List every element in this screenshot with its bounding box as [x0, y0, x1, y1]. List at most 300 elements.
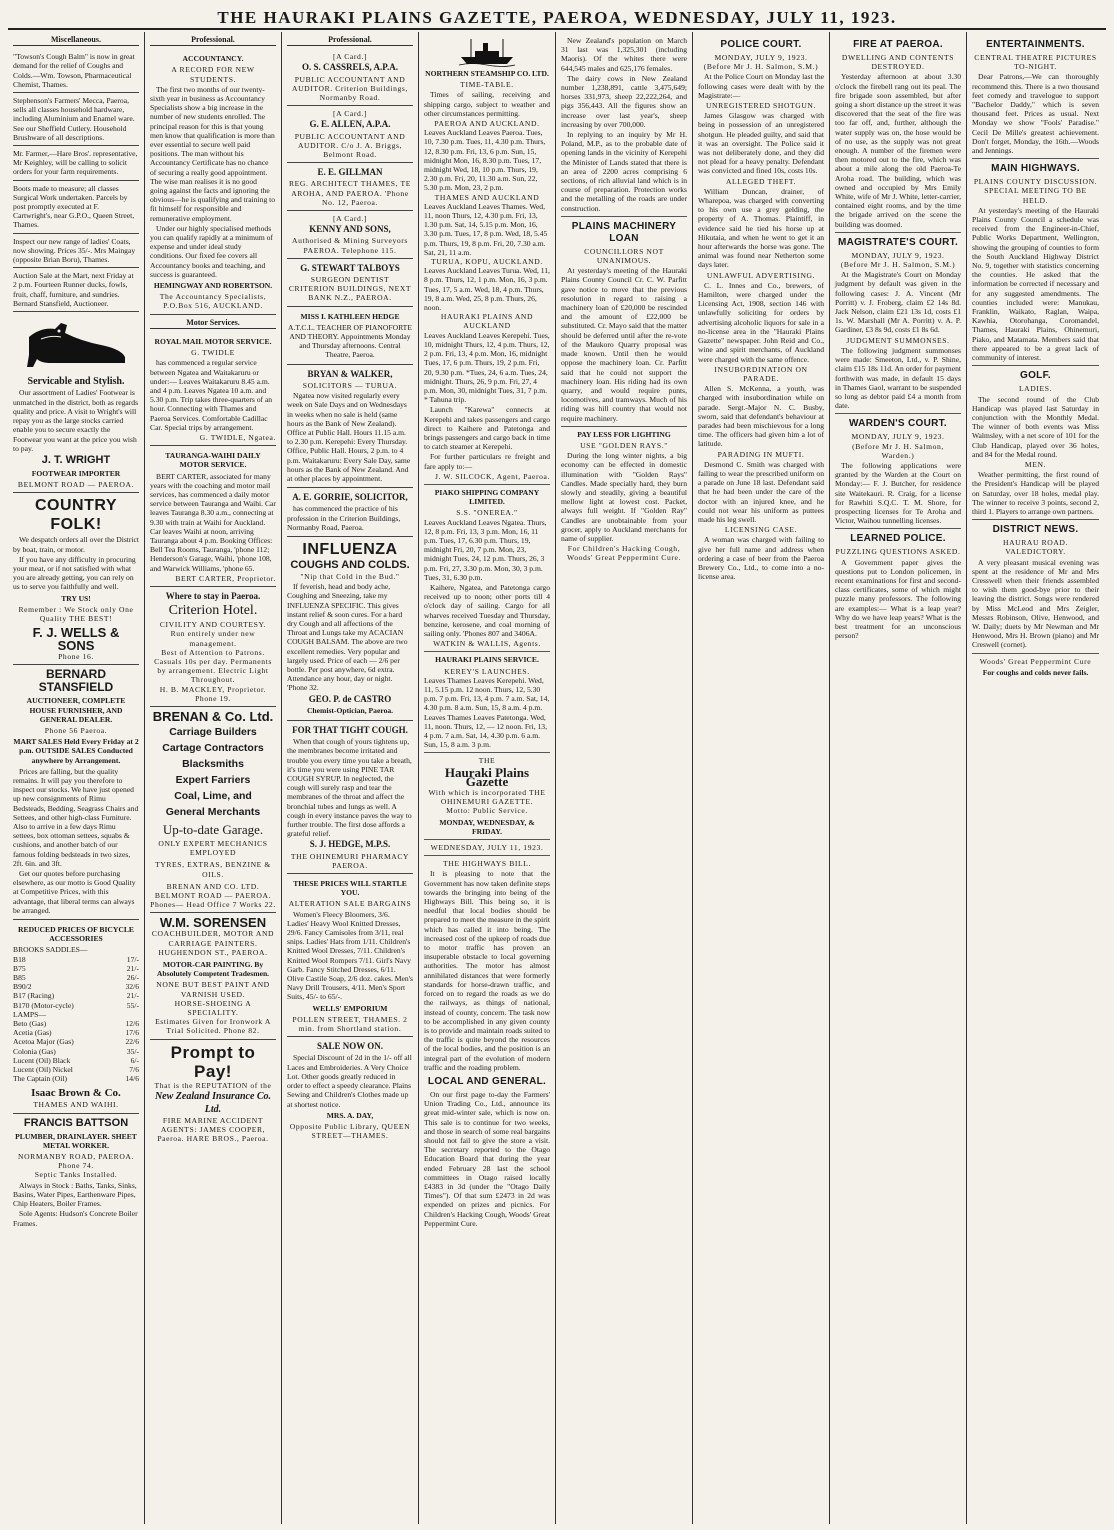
ad-text: Our assortment of Ladies' Footwear is unmatched in the district, both as regards quality and price. A visit to Wright's will repay you as the large stocks carried enable you to secure exactly the Footwear you want at the price you wish to pay. [13, 388, 139, 453]
article-heading: FIRE AT PAEROA. [853, 39, 943, 50]
ad-signature: H. B. MACKLEY, Proprietor. Phone 19. [159, 684, 267, 703]
divider [424, 484, 550, 485]
classified-ad [13, 234, 139, 269]
advertiser-name: BRYAN & WALKER, [307, 368, 393, 379]
advertiser-name: FRANCIS BATTSON [23, 1116, 129, 1129]
card-label: [A Card.] [332, 214, 368, 224]
route-heading: PAEROA AND AUCKLAND. [434, 119, 540, 129]
ad-heading: ACCOUNTANCY. [182, 54, 244, 64]
article-text: At yesterday's meeting of the Hauraki Plains County Council Cr. C. W. Parfitt gave notice to move that the previous resolution in regard to raising a machinery loan of £20,000 be rescinded and the amount of £22,000 be substituted. Cr. Mayo said that the matter should be deferred until after the re-vote of the Maukoro Quarry proposal was made known. Until then he would oppose the machinery loan. Cr. Parfitt said that he could not support the machinery loan. His riding had its own quarry, and would require punts, locomotives, and tramways. Much of his riding was hill country that would not require machinery. [561, 266, 687, 423]
route-heading: TURUA, KOPU, AUCKLAND. [431, 257, 543, 267]
section-heading: Miscellaneous. [13, 35, 139, 46]
company-name: PIAKO SHIPPING COMPANY LIMITED. [434, 487, 540, 507]
advertiser-phone: Phones— Head Office 7 Works 22. [150, 900, 276, 910]
divider [835, 528, 961, 529]
card-ad [287, 211, 413, 259]
advertiser-name: O. S. CASSRELS, A.P.A. [302, 62, 398, 73]
price-row [13, 1019, 139, 1028]
ad-text: CIVILITY AND COURTESY. [159, 620, 267, 630]
route-heading: THAMES AND AUCKLAND [434, 192, 540, 202]
ad-text: When that cough of yours tightens up, the membranes become irritated and trouble you every time you take a breath, it's time you were using PINE TAR COUGH SYRUP. In neglected, the cough will surely rasp and tear the membranes of the throat and affect the bronchial tubes and lungs as well. A cough in every instance paves the way to further trouble. The first dose affords a grateful relief. [287, 737, 412, 839]
classified-ad [13, 93, 139, 146]
article-text: It is pleasing to note that the Government has now taken definite steps towards the bringing into being of the Highways Bill. This being so, it is needful that local bodies should be prepared to meet the measure in the spirit which has called it into being. The increased cost of the upkeep of roads due to motor traffic has proven an insuperable obstacle to local governing authorities. The motor has almost annihilated distances that were formerly standards for horse-drawn traffic, and forced on to regard the roads as we do the railways, as things of national, instead of county, concern. The task now to be accomplished in any given county is to provide and maintain roads suited to the traffic is quite beyond the resources of the local bodies, and the position is an integral part of the evolution of modern traffic and the roading problem. [424, 869, 550, 1072]
pharmacy-ad [287, 721, 413, 874]
article-heading: PLAINS MACHINERY LOAN [571, 220, 677, 244]
article-subheading: CENTRAL THEATRE PICTURES [974, 53, 1097, 62]
item-name: B75 [13, 963, 26, 973]
item-name: B18 [13, 954, 26, 964]
divider [835, 413, 961, 414]
article-subheading: PLAINS COUNTY DISCUSSION. [973, 177, 1098, 187]
ad-text: ONLY EXPERT MECHANICS EMPLOYED [158, 839, 268, 858]
ad-subheading: ALTERATION SALE BARGAINS [288, 899, 412, 909]
advertiser-sub: SOLICITORS — TURUA. [302, 380, 398, 390]
chemist-ad [287, 537, 413, 721]
ad-heading: PAY LESS FOR LIGHTING [577, 429, 671, 439]
item-price: 26/- [126, 973, 139, 983]
ad-text: BERT CARTER, associated for many years with the coaching and motor mail services, has commenced a daily motor service between Tauranga and Waihi. Car leaves Tauranga 8.30 a.m., connecting at 9.30 with train at Waihi for Auckland. Car leaves Waihi at noon, arriving Tauranga about 4 p.m. Booking Offices: Bell Tea Rooms, Tauranga, 'phone 112; Henderson's Garage, Waihi, 'phone 108, and Warwick Williams, 'phone 65. [150, 471, 276, 573]
ad-text: NONE BUT BEST PAINT AND VARNISH USED. [156, 980, 270, 999]
article-text: A Government paper gives the questions put to London policemen, in recent examinations for first and second-class certificates, some of which might puzzle many professors. The following are examples:— What is a leap year? Why do we have leap years? What is the best treatment for an unconscious person? [835, 557, 961, 641]
item-price: 12/6 [125, 1019, 139, 1029]
advertiser-address: BELMONT ROAD — PAEROA. [17, 480, 135, 490]
item-name: Acetia (Gas) [13, 1028, 52, 1038]
advertiser-sub: THE OHINEMURI PHARMACY PAEROA. [290, 851, 410, 870]
ad-heading: Where to stay in Paeroa. [165, 590, 261, 601]
price-row [13, 1001, 139, 1010]
article-text: The following judgment summonses were made: Smeeton, Ltd., v. P. Shine, claim £15 18s 11d. An order for payment forthwith was made, in default 15 days in Thames Gaol, warrant to be suspended so long as debtor paid £4 a month from date. [835, 345, 961, 411]
divider [972, 519, 1099, 520]
article-text: James Glasgow was charged with being in possession of an unregistered shotgun. He pleaded guilty, and said that it was an oversight. The Police said it was not deliberately done, and they did not plead for a heavy penalty. Defendant was convicted and fined 10s, costs 10s. [698, 111, 824, 176]
ad-text: Women's Fleecy Bloomers, 3/6. Ladies' Heavy Wool Knitted Dresses, 29/6. Fancy Camisoles from 3/11, real snips. Ladies' Hats from 1/11. Children's Knitted Wool Dresses, 7/11. Children's Knitted Wool Rompers 7/11. Girl's Navy Garb. Fancy Stitched Dresses, 6/11. Olive Castile Soap, 2/6 doz. cakes. Men's Navy Drill Trousers, 4/11. Men's Sport Suits, 45/- to 65/-. [287, 909, 414, 1002]
advertiser-name: Isaac Brown & Co. [31, 1087, 121, 1100]
ad-text: A.T.C.L. TEACHER OF PIANOFORTE AND THEORY. Appointments Monday and Thursday afternoons. Central Theatre, Paeroa. [288, 322, 412, 360]
gazette-the: THE [478, 756, 496, 766]
price-row [13, 955, 139, 964]
article-date: MONDAY, JULY 9, 1923. [851, 250, 945, 260]
item-price: 17/6 [125, 1028, 139, 1038]
item-name: Lucent (Oil) Nickel [13, 1065, 73, 1075]
article-subheading: HAURAU ROAD. [1003, 538, 1068, 548]
card-ad [287, 163, 413, 211]
list-heading: BROOKS SADDLES— [13, 945, 88, 955]
section-heading: Motor Services. [150, 318, 276, 329]
ad-text: TYRES, EXTRAS, BENZINE & OILS. [155, 860, 271, 879]
ad-heading: FOR THAT TIGHT COUGH. [292, 724, 408, 735]
article-text: Allen S. McKenna, a youth, was charged with insubordination while on parade. Sergt.-Major N. C. Busby, sworn, said that defendant's behaviour at parades had been mischievous for a long time. The officers had given him a lot of latitude. [698, 384, 824, 449]
article-heading: THE HIGHWAYS BILL. [443, 859, 531, 869]
advertiser-sub: FOOTWEAR IMPORTER [31, 468, 121, 478]
item-price: 21/- [126, 991, 139, 1001]
advertiser-name: MRS. A. DAY, [326, 1110, 374, 1120]
auctioneer-ad [13, 665, 139, 920]
service-line: General Merchants [165, 806, 261, 818]
article-subheading: MEN. [1024, 459, 1047, 469]
drapery-ad [287, 1037, 413, 1143]
article-subheading: (Before Mr J. H. Salmon, S.M.) [840, 260, 956, 270]
article-subheading: DWELLING AND CONTENTS DESTROYED. [841, 53, 955, 72]
article-subheading: (Before Mr J. H. Salmon, S.M.) [703, 62, 819, 72]
ad-signature: WATKIN & WALLIS, Agents. [433, 639, 541, 649]
price-row [13, 1047, 139, 1056]
vessel-name: S.S. "ONEREA." [456, 508, 518, 518]
divider [424, 651, 550, 652]
advertiser-name: BRENAN AND CO. LTD. [166, 881, 260, 891]
service-line: Blacksmiths [182, 758, 244, 770]
route-heading: HAURAKI PLAINS AND AUCKLAND [440, 312, 534, 331]
list-heading: LAMPS— [13, 1009, 46, 1019]
card-label: [A Card.] [332, 109, 368, 119]
advertiser-sub: AUCTIONEER, COMPLETE HOUSE FURNISHER, AND GENERAL DEALER. [26, 696, 126, 724]
sailing-times: Leaves Auckland Leaves Turua. Wed, 11, 8 p.m. Thurs, 12, 1 p.m. Mon, 16, 3 p.m. Tues, 17, 5 a.m. Wed, 18, 4 p.m. Thurs, 19, 8 a.m. Wed, 25, 8 p.m. Thurs, 26, noon. [424, 266, 550, 313]
card-ad [287, 49, 413, 106]
column-6 [693, 32, 830, 1524]
article-heading: WARDEN'S COURT. [849, 418, 947, 430]
case-heading: UNREGISTERED SHOTGUN. [705, 101, 817, 111]
saddle-list [13, 955, 139, 1010]
advertiser-phone: Phone 16. [58, 652, 94, 662]
item-price: 32/6 [125, 982, 139, 992]
price-row [13, 1065, 139, 1074]
advertiser-name: BRENAN & Co. Ltd. [152, 709, 274, 724]
divider [424, 855, 550, 856]
ad-headline: INFLUENZA [302, 540, 398, 558]
item-name: Acetoa Major (Gas) [13, 1037, 74, 1047]
ad-text: has commenced a regular service between Ngatea and Waitakaruru or under:— Leaves Waitakaruru 8.45 a.m. and 4 p.m. Leaves Ngatea 10 a.m. and 5.30 p.m. Trip takes three-quarters of an hour. Connecting with Thames and Paeroa Services. Comfortable Cadillac Car. Special trips by arrangement. [150, 358, 273, 432]
price-row [13, 964, 139, 973]
classified-ad [13, 146, 139, 181]
ad-text: Kaihere, Ngatea, and Patetonga cargo received up to noon; other ports till 4 o'clock day of sailing. Cargo for all wharves received Tuesday and Thursday, benzine, kerosene, and coal morning of sailing only. 'Phones 807 and 3406A. [424, 582, 550, 638]
motor-service-ad [150, 446, 276, 587]
divider [835, 232, 961, 233]
ad-text: Run entirely under new management. [170, 629, 256, 648]
hotel-name: Criterion Hotel. [168, 603, 258, 619]
ad-text: For further particulars re freight and fare apply to:— [424, 452, 550, 471]
article-heading: POLICE COURT. [720, 39, 802, 50]
advertiser-name: W.M. SORENSEN [159, 915, 267, 931]
article-date: MONDAY, JULY 9, 1923. [851, 432, 945, 442]
ad-text: Ngatea now visited regularly every week on Sale Days and on Wednesdays in weeks when no sale is held (same hours as the Bank of New Zealand). Office at Public Hall. Hours 11.15 a.m. to 2.30 p.m. Kerepehi: Every Thursday. Office, Public Hall. Hours, 2 p.m. to 4 p.m. Waitakaruru: Every Sale Day, same hours as the Bank of New Zealand. And at other places by appointment. [287, 391, 411, 483]
ad-text: Launch "Karewa" connects at Kerepehi and takes passengers and cargo direct to Kaihere and Patetonga and brings passengers and cargo back in time to catch steamer at Kerepehi. [424, 405, 550, 452]
card-label: [A Card.] [332, 52, 368, 62]
item-price: 35/- [126, 1046, 139, 1056]
card-ad [287, 307, 413, 365]
advertiser-name: GEO. P. de CASTRO [308, 693, 392, 704]
article-text: The second round of the Club Handicap was played last Saturday in conjunction with the Monthly Medal. The winner of both events was Miss Walmsley, with a net score of 101 for the Club Handicap, played over 36 holes, and 84 for the Medal round. [972, 394, 1099, 459]
article-text: Yesterday afternoon at about 3.30 o'clock the firebell rang out its peal. The fire brigade soon assembled, but after going a short distance up the street it was discovered that the seat of the fire was too far off, and, further, although the water supply was on, the hose would be of no use, as the supply was not great enough. A number of the firemen were then motored out to the fire, which was about a mile along the old Paeroa-Te Aroha road. The building, which was owned and occupied by Mrs Emily White, wife of Mr J. White, letter-carrier, contained eight rooms, and by the time the brigade arrived on the scene the building was doomed. [835, 72, 961, 229]
divider [972, 653, 1099, 654]
advertiser-name: J. T. WRIGHT [41, 453, 111, 466]
service-list [150, 726, 276, 819]
case-heading: INSUBORDINATION ON PARADE. [714, 364, 808, 383]
ad-subheading: MOTOR-CAR PAINTING. By Absolutely Competent Tradesmen. [156, 960, 270, 979]
sailing-times: Leaves Auckland Leaves Ngatea. Thurs, 12, 8 p.m. Fri, 13, 3 p.m. Mon, 16, 11 p.m. Tues, 17, 6.30 p.m. Thurs, 19, midnight Fri, 20, 7 p.m. Mon, 23, midnight Tues, 24, 12 p.m. Thurs, 26, 3 p.m. Fri, 27, 3.30 p.m. Mon, 30, 3 p.m. Tues, 31, 6.30 p.m. [424, 517, 547, 582]
ad-text: Stephenson's Farmers' Mecca, Paeroa, sells all classes household hardware, including Aluminium and Enamel ware. See our Sheffield Cutlery. Household Brushware of all descriptions. [13, 96, 135, 142]
article-subheading: VALEDICTORY. [1005, 547, 1066, 557]
ad-text: Under our highly specialised methods you can qualify rapidly at a minimum of expense and under ideal study conditions. Our fixed fee covers all Accountancy books and teaching, and success is guaranteed. [150, 223, 273, 279]
article-heading: ENTERTAINMENTS. [986, 39, 1085, 50]
divider [561, 426, 687, 427]
article-text: A very pleasant musical evening was spent at the residence of Mr and Mrs Cresswell when their friends assembled to wish them good-bye prior to their leaving the district. Songs were rendered by Miss McLeod and Mrs Zeigler, Messrs Robinson, Olive, Henwood, and W. Daily; duets by Mr Newman and Mr Henwood, Mrs H. Brown (piano) and Mr Creswell (cornet). [972, 557, 1099, 650]
item-price: 55/- [126, 1000, 139, 1010]
ad-text: Best of Attention to Patrons. [161, 647, 265, 657]
solicitor-ad [287, 365, 413, 488]
item-price: 6/- [130, 1055, 139, 1065]
sailing-times: Leaves Auckland Leaves Kerepehi. Tues, 10, midnight Thurs, 12, 4 p.m. Thurs, 12, 2 p.m. Fri, 13, 4 p.m. Mon, 16, midnight Tues, 17, 6 p.m. Thurs, 19, 2 p.m. Fri, 20, 9.30 p.m. *Tues, 24, 6 a.m. Tues, 24, midnight. Thurs, 26, 9 p.m. Fri, 27, 4 p.m. Mon, 30, midnight Tues, 31, 7 p.m. * Tahuna trip. [424, 330, 550, 405]
column-7 [830, 32, 967, 1524]
advertiser-address: Opposite Public Library, QUEEN STREET—THAMES. [289, 1121, 411, 1141]
masthead: THE HAURAKI PLAINS GAZETTE, PAEROA, WEDNESDAY, JULY 11, 1923. [8, 6, 1106, 30]
advertiser-sub: PUBLIC ACCOUNTANT AND AUDITOR. C/o J. A. Briggs, Belmont Road. [294, 131, 406, 160]
ad-signature: G. TWIDLE, Ngatea. [199, 432, 276, 442]
gazette-motto: Motto: Public Service. [446, 806, 528, 816]
advertiser-phone: Phone 56 Paeroa. [44, 725, 108, 735]
price-row [13, 1037, 139, 1046]
ad-text: has commenced the practice of his profession in the Criterion Buildings, Normanby Road, Paeroa. [287, 504, 401, 532]
plumber-ad [13, 1114, 139, 1232]
lamp-list [13, 1019, 139, 1083]
ad-signature: J. W. SILCOCK, Agent, Paeroa. [434, 471, 550, 481]
article-text: New Zealand's population on March 31 last was 1,325,301 (including Maoris). Of the whites there were 644,545 males and 625,176 females. [561, 36, 687, 73]
article-heading: DISTRICT NEWS. [992, 524, 1079, 536]
column-2 [145, 32, 282, 1524]
advertiser-name: KENNY AND SONS, [309, 224, 391, 235]
advertiser-name: E. E. GILLMAN [317, 167, 383, 178]
ad-text: For Children's Hacking Cough, Woods' Great Peppermint Cure. [567, 544, 681, 563]
item-price: 7/6 [129, 1065, 139, 1075]
item-name: Colonia (Gas) [13, 1046, 56, 1056]
article-text: On our first page to-day the Farmers' Union Trading Co., Ltd., announce its great mid-winter sale, which is now on. This sale is to continue for two weeks, and those in search of some real bargains should not fail to give the store a visit. The secretary reported to the Otago Education Board that during the year ended February 28 last the school committees in Otago raised locally £4383 in 3d (under the "Otago Daily Times"). Of that sum £2473 in 2d was expended on prizes and picnics. For Children's Hacking Cough, Woods' Great Peppermint Cure. [424, 1089, 550, 1228]
ad-text: Prices are falling, but the quality remains. It will pay you therefore to inspect our stocks. We have just opened up new consignments of Rimu Bedsteads, Bedding, Seagrass Chairs and Settees, and other high-class Furniture. Also to arrive in a few days Rimu settees, box ottoman settees, squabs & cushions, and another batch of our famous folding bedsteads in two sizes, 2ft. 6in. and 3ft. [13, 766, 139, 868]
price-row [13, 1074, 139, 1083]
ad-heading: Servicable and Stylish. [27, 376, 125, 388]
article-subheading: COUNCILLORS NOT UNANIMOUS. [584, 246, 664, 266]
sailing-times: Leaves Thames Leaves Kerepehi. Wed, 11, 5.15 p.m. 12 noon. Thurs, 12, 5.30 p.m. 7 p.m. Fri, 13, 4 p.m. 7 a.m. Sat, 14, 4.30 p.m. 8 a.m. Sun, 15, 8 a.m. 4 p.m. Leaves Thames Leaves Patetonga. Wed, 11, noon. Thurs, 12, — 12 noon. Fri, 13, 4 p.m. 7 a.m. Sat, 14, 4.30 p.m. 6 a.m. Sun, 15, 8 a.m. 3 p.m. [424, 675, 550, 750]
article-subheading: TO-NIGHT. [1014, 62, 1057, 72]
insurer-name: New Zealand Insurance Co. Ltd. [154, 1090, 272, 1115]
article-heading: MAGISTRATE'S COURT. [837, 236, 959, 248]
column-4 [419, 32, 556, 1524]
service-line: Cartage Contractors [162, 742, 264, 754]
card-ad [287, 259, 413, 307]
solicitor-ad [287, 488, 413, 537]
ad-signature: BERT CARTER, Proprietor. [175, 573, 276, 583]
advertiser-sub: COACHBUILDER, MOTOR AND CARRIAGE PAINTERS. HUGHENDON ST., PAEROA. [151, 929, 275, 957]
divider [424, 752, 550, 753]
ad-text: Mr. Farmer,—Hare Bros'. representative, Mr Keighley, will be calling to solicit orders for your farm requirements. [13, 149, 138, 177]
item-price: 22/6 [125, 1037, 139, 1047]
article-subheading: (Before Mr J. H. Salmon, Warden.) [852, 441, 944, 460]
ad-text: Septic Tanks Installed. [34, 1170, 118, 1180]
column-1 [8, 32, 145, 1524]
ad-subheading: A RECORD FOR NEW STUDENTS. [171, 65, 255, 84]
section-heading: Professional. [287, 35, 413, 46]
price-row [13, 1028, 139, 1037]
article-text: In replying to an inquiry by Mr H. Poland, M.P., as to the probable date of opening lands in the vicinity of Kerepehi the Minister of Lands stated that there is an area of 2200 acres comprising 6 sections, of rich alluvial land which is in course of preparation. Protection works and the metalling of the roads are under construction. [561, 130, 687, 213]
ad-text: If you have any difficulty in procuring your meat, or if not satisfied with what you are already getting, you can rely on us to serve you faithfully and well. [13, 554, 136, 592]
footwear-ad [13, 312, 139, 493]
case-heading: LICENSING CASE. [724, 525, 798, 535]
ad-text: Inspect our new range of ladies' Coats, now showing. Prices 35/-. Mrs Maingay (opposite Brian Boru), Thames. [13, 236, 136, 265]
advertiser-name: MISS I. KATHLEEN HEDGE [300, 311, 400, 321]
advertiser-name: WELLS' EMPORIUM [312, 1003, 388, 1013]
item-name: B170 (Motor-cycle) [13, 1000, 74, 1010]
ad-text: Remember : We Stock only One Quality THE BEST! [18, 604, 134, 623]
price-row [13, 973, 139, 982]
classified-ad [13, 268, 139, 312]
accountancy-ad [150, 49, 276, 314]
ad-heading: SALE NOW ON. [316, 1041, 384, 1052]
ad-heading: ROYAL MAIL MOTOR SERVICE. [154, 336, 272, 346]
case-heading: ALLEGED THEFT. [725, 176, 797, 186]
classified-ad [13, 181, 139, 234]
article-text: William Duncan, drainer, of Wharepoa, was charged with converting to his own use a grey gelding, the property of A. Thomas. Plaintiff, in evidence said he tied his horse up at Hikutaia, and when he went to get it an hour afterwards the horse was gone. The animal was found near Netherton some days later. [698, 186, 824, 270]
ad-heading: Up-to-date Garage. [162, 822, 264, 837]
advertiser-name: BERNARD STANSFIELD [38, 667, 114, 695]
ad-text: Estimates Given for Ironwork A Trial Solicited. Phone 82. [155, 1017, 271, 1036]
case-heading: UNLAWFUL ADVERTISING. [706, 270, 816, 280]
article-text: The dairy cows in New Zealand number 1,238,891, cattle 3,475,649; horses 331,973, sheep 22,222,264, and pigs 356,443. All the figures show an increase over last year's, sheep increasing by over 700,000. [561, 73, 687, 129]
butcher-ad [13, 493, 139, 665]
case-heading: JUDGMENT SUMMONSES. [846, 335, 950, 345]
advertiser-name: A. E. GORRIE, SOLICITOR, [292, 492, 408, 503]
ad-text: Times of sailing, receiving and shipping cargo, subject to weather and other circumstances permitting. [424, 90, 550, 118]
shoe-illustration [21, 319, 131, 369]
ad-text: Auction Sale at the Mart, next Friday at 2 p.m. Fourteen Runner ducks, fowls, fruit, chaff, furniture, and sundries. Bernard Stansfield, Auctioneer. [13, 271, 134, 308]
advertiser-name: HEMINGWAY AND ROBERTSON. [153, 281, 273, 291]
sailing-times: Leaves Auckland Leaves Paeroa. Tues, 10, 7.30 p.m. Tues, 11, 4.30 p.m. Thurs, 12, 8.30 p.m. Fri, 13, 6 p.m. Sun, 15, midnight Mon, 16, 8.30 p.m. Tues, 17, midnight Wed, 18, 10 p.m. Thurs, 19, 2.30 p.m. Fri, 20, 11.30 a.m. Sun, 22, 5.30 p.m. Mon, 23, 2 p.m. [424, 128, 546, 193]
ad-text: If feverish, head and body ache, Coughing and Sneezing, take my INFLUENZA SPECIFIC. This gives instant relief & soon cures. For a hard dry Cough and all affections of the Throat and Lungs take my ACACIAN COUGH BALSAM. The above are two excellent remedies. Very popular and largely used. Price of each — 2/6 per bottle. Per post anywhere, 6d extra. Attendance any hour, day or night. 'Phone 32. [287, 582, 408, 693]
columns [8, 32, 1106, 1524]
ad-heading: THESE PRICES WILL STARTLE YOU. [293, 879, 407, 898]
ad-text: We despatch orders all over the District by boat, train, or motor. [13, 535, 140, 554]
ad-text: Special Discount of 2d in the 1/- off all Laces and Embroideries. A Very Choice Lot. Other goods greatly reduced in order to effect a speedy clearance. Plains Sewing and Children's Clothes made up at shortest notice. [287, 1053, 412, 1109]
ad-text: The first two months of our twenty-sixth year in business as Accountancy Specialists show a big increase in the number of new students enrolled. The principal reason for this is that young men know that qualification is more than ever essential to secure well paid positions. The man without his Accountancy Certificate has no chance of securing a really good appointment. The wise man realises it is no good going against the facts and ignoring the obvious—he is qualifying and training to fit himself for responsible and remunerative employment. [150, 84, 276, 223]
advertiser-sub: SURGEON DENTIST [310, 275, 390, 285]
article-text: Dear Patrons,—We can thoroughly recommend this. There is a two thousand feet comedy and travelogue to support "Bachelor Daddy," which is seven thousand feet. Prices as usual. Next Monday we show "Fools' Paradise." Cecil De Mille's greatest achievement. Don't forget, Monday, the 16th.—Woods and Jennings. [972, 72, 1099, 156]
article-heading: GOLF. [1020, 370, 1051, 382]
ad-text: Boots made to measure; all classes Surgical Work undertaken. Parcels by post promptly executed at F. Cartwright's, near G.P.O., Queen Street, Thames. [13, 183, 135, 230]
article-subheading: PUZZLING QUESTIONS ASKED. [835, 547, 961, 557]
article-text: Weather permitting, the first round of the President's Handicap will be played on Saturday, over 18 holes, medal play. The winner to receive 3 points, second 2, third 1. Players to arrange own partners. [972, 470, 1099, 516]
advertiser-name: F. J. WELLS & SONS [32, 625, 120, 654]
item-name: Lucent (Oil) Black [13, 1055, 71, 1065]
price-row [13, 991, 139, 1000]
company-name: NORTHERN STEAMSHIP CO. LTD. [425, 69, 549, 78]
insurance-ad [150, 1040, 276, 1147]
company-name: HAURAKI PLAINS SERVICE. [435, 655, 539, 665]
article-text: At the Magistrate's Court on Monday judgment by default was given in the following cases: J. A. Vincent (Mr Porritt) v. J. Froberg, claim £2 14s 8d. Jack Nelson, claim £21 13s 1d, costs £1 1s. W. Marshall (Mr A. Porritt) v. A. P. Gardiner, £3 8s 9d, costs £1 8s 6d. [835, 270, 961, 335]
advertiser-name: G. E. ALLEN, A.P.A. [309, 119, 391, 130]
price-row [13, 982, 139, 991]
ad-text: AGENTS: JAMES COOPER, Paeroa. HARE BROS., Paeroa. [157, 1125, 269, 1144]
article-subheading: LADIES. [1018, 384, 1053, 394]
ad-text: Always in Stock : Baths, Tanks, Sinks, Basins, Water Pipes, Earthenware Pipes, Chip Heaters, Boiler Frames. [13, 1180, 137, 1209]
item-name: Beto (Gas) [13, 1019, 47, 1029]
vessel-name: KEREY'S LAUNCHES. [444, 666, 530, 676]
ad-text: FIRE MARINE ACCIDENT [162, 1115, 264, 1125]
ad-text: HORSE-SHOEING A SPECIALITY. [174, 998, 252, 1018]
article-heading: MAIN HIGHWAYS. [991, 163, 1080, 175]
divider [561, 216, 687, 217]
ad-heading: TAURANGA-WAIHI DAILY MOTOR SERVICE. [165, 451, 261, 470]
article-date: MONDAY, JULY 9, 1923. [714, 53, 808, 62]
ad-text: Woods' Great Peppermint Cure [979, 656, 1092, 666]
divider [972, 158, 1099, 159]
column-5 [556, 32, 693, 1524]
steamship-icon [457, 37, 517, 67]
dateline: WEDNESDAY, JULY 11, 1923. [430, 843, 544, 853]
item-name: B85 [13, 973, 26, 983]
service-line: Coal, Lime, and [174, 790, 252, 802]
article-text: C. L. Innes and Co., brewers, of Hamilton, were charged under the Licensing Act, 1908, section 146 with unlawfully soliciting for orders by advertising alcoholic liquors for sale in a no-license area in the "Hauraki Plains Gazette" newspaper. John Reid and Co., wine and spirit merchants, of Auckland were charged with the same offence. [698, 280, 824, 364]
item-name: B90/2 [13, 982, 32, 992]
item-name: B17 (Racing) [13, 991, 55, 1001]
advertiser-sub: PUBLIC ACCOUNTANT AND AUDITOR. Criterion Buildings, Normanby Road. [292, 74, 408, 103]
article-text: At the Police Court on Monday last the following cases were dealt with by the Magistrate:— [698, 72, 824, 100]
advertiser-address: THAMES AND WAIHI. [33, 1100, 119, 1110]
advertiser-address: The Accountancy Specialists, P.O.Box 516, AUCKLAND. [159, 292, 267, 311]
ad-text: "Towson's Cough Balm" is now in great demand for the relief of Coughs and Colds.—Wm. Towson, Pharmaceutical Chemist, Thames. [13, 52, 135, 89]
ad-subheading: MART SALES Held Every Friday at 2 p.m. OUTSIDE SALES Conducted anywhere by Arrangement. [13, 737, 139, 765]
article-text: The following applications were granted by the Warden at the Court on Monday:— F. J. Butcher, for residence site Waitekauri. R. Craig, for a license for Rawhiti S.Q.C. T. M. Shore, for prospecting licenses for Te Aroha and Victor, Waihou tunnelling licenses. [835, 460, 961, 526]
card-ad [287, 106, 413, 163]
advertiser-address: POLLEN STREET, THAMES. 2 min. from Shortland station. [292, 1014, 408, 1034]
advertiser-sub: PLUMBER, DRAINLAYER. SHEET METAL WORKER. [15, 1131, 137, 1150]
gazette-title: Hauraki Plains Gazette [444, 764, 530, 789]
item-price: 17/- [126, 954, 139, 964]
motor-service-ad [150, 332, 276, 446]
price-row [13, 1056, 139, 1065]
article-heading: LEARNED POLICE. [850, 533, 946, 545]
ad-subheading: TIME-TABLE. [460, 80, 514, 90]
advertiser-sub: Authorised & Mining Surveyors PAEROA. Telephone 115. [292, 236, 408, 255]
ad-headline: COUNTRY FOLK! [34, 497, 117, 534]
ad-text: "Nip that Cold in the Bud." [300, 571, 400, 581]
divider [424, 839, 550, 840]
ad-text: Get our quotes before purchasing elsewhere, as our motto is Good Quality at Competitive Prices, with this advantage, that liberal terms can always be arranged. [13, 869, 136, 915]
advertiser-address: CRITERION BUILDINGS, NEXT BANK N.Z., PAEROA. [288, 284, 412, 303]
ad-text: During the long winter nights, a big economy can be effected in domestic illumination with "Golden Rays" Candles. Made specially hard, they burn slowly and steadily, giving a beautiful mellow light at lowest cost. Packet, always full weight. If "Golden Ray" Candles are unobtainable from your grocer, apply to Auckland merchants for name of supplier. [561, 451, 687, 543]
article-text: At yesterday's meeting of the Hauraki Plains County Council a schedule was received from the Engineer-in-Chief, Public Works Department, Wellington, showing the grouping of counties to form the South Auckland Highway District No. 9, together with statistics concerning the counties. He asked that the information be corrected if necessary and for any suggested amendments. The counties included were: Manukau, Franklin, Waikato, Raglan, Waipa, Kawhia, Otorohanga, Coromandel, Thames, Hauraki Plains, Ohinemuri, Piako, and Matamata. Members said that there appeared to be a great lack of community of interest. [972, 205, 1099, 363]
item-price: 14/6 [125, 1074, 139, 1084]
advertiser-name: G. STEWART TALBOYS [300, 262, 400, 273]
ad-subheading: TRY US! [61, 593, 91, 603]
ad-headline: Prompt to Pay! [170, 1042, 256, 1081]
column-3 [282, 32, 419, 1524]
ad-subheadline: COUGHS AND COLDS. [290, 558, 410, 571]
item-name: The Captain (Oil) [13, 1074, 67, 1084]
ad-text: Casuals 10s per day. Permanents by arrangement. Electric Light Throughout. [154, 656, 272, 685]
advertiser-sub: Chemist-Optician, Paeroa. [306, 705, 394, 715]
case-heading: PARADING IN MUFTI. [717, 449, 805, 459]
sailing-times: Leaves Auckland Leaves Thames. Wed, 11, noon Thurs, 12, 4.30 p.m. Fri, 13, 1.30 p.m. Sat, 14, 5.15 p.m. Mon, 16, 3.30 p.m. Tues, 17, 8 p.m. Wed, 18, 5.45 p.m. Thurs, 19, 8 p.m. Fri, 20, 7.30 a.m. Sat, 21, 11 a.m. [424, 201, 548, 257]
advertiser-name: G. TWIDLE [191, 348, 235, 358]
ad-text: Sole Agents: Hudson's Concrete Boiler Frames. [13, 1209, 138, 1228]
ad-text: That is the REPUTATION of the [154, 1080, 272, 1090]
ad-subheading: USE "GOLDEN RAYS." [580, 440, 668, 450]
brenan-ad [150, 707, 276, 913]
service-line: Carriage Builders [169, 726, 257, 738]
column-8 [967, 32, 1104, 1524]
advertiser-name: S. J. HEDGE, M.P.S. [309, 839, 391, 850]
classified-ad [13, 49, 139, 93]
gazette-incorporated: With which is incorporated THE OHINEMURI GAZETTE. [428, 788, 546, 807]
article-text: Desmond C. Smith was charged with failing to wear the prescribed uniform on a parade on June 18 last. Defendant said that he had been under the care of the doctor with an injured knee, and he could not wear his uniform as puttees made his leg swell. [698, 459, 824, 524]
emporium-ad [287, 874, 413, 1037]
article-text: A woman was charged with failing to give her full name and address when ordering a case of beer from the Paeroa Brewery Co., Ltd., to come into a no-license area. [698, 535, 824, 582]
advertiser-address: NORMANBY ROAD, PAEROA. Phone 74. [17, 1152, 134, 1171]
